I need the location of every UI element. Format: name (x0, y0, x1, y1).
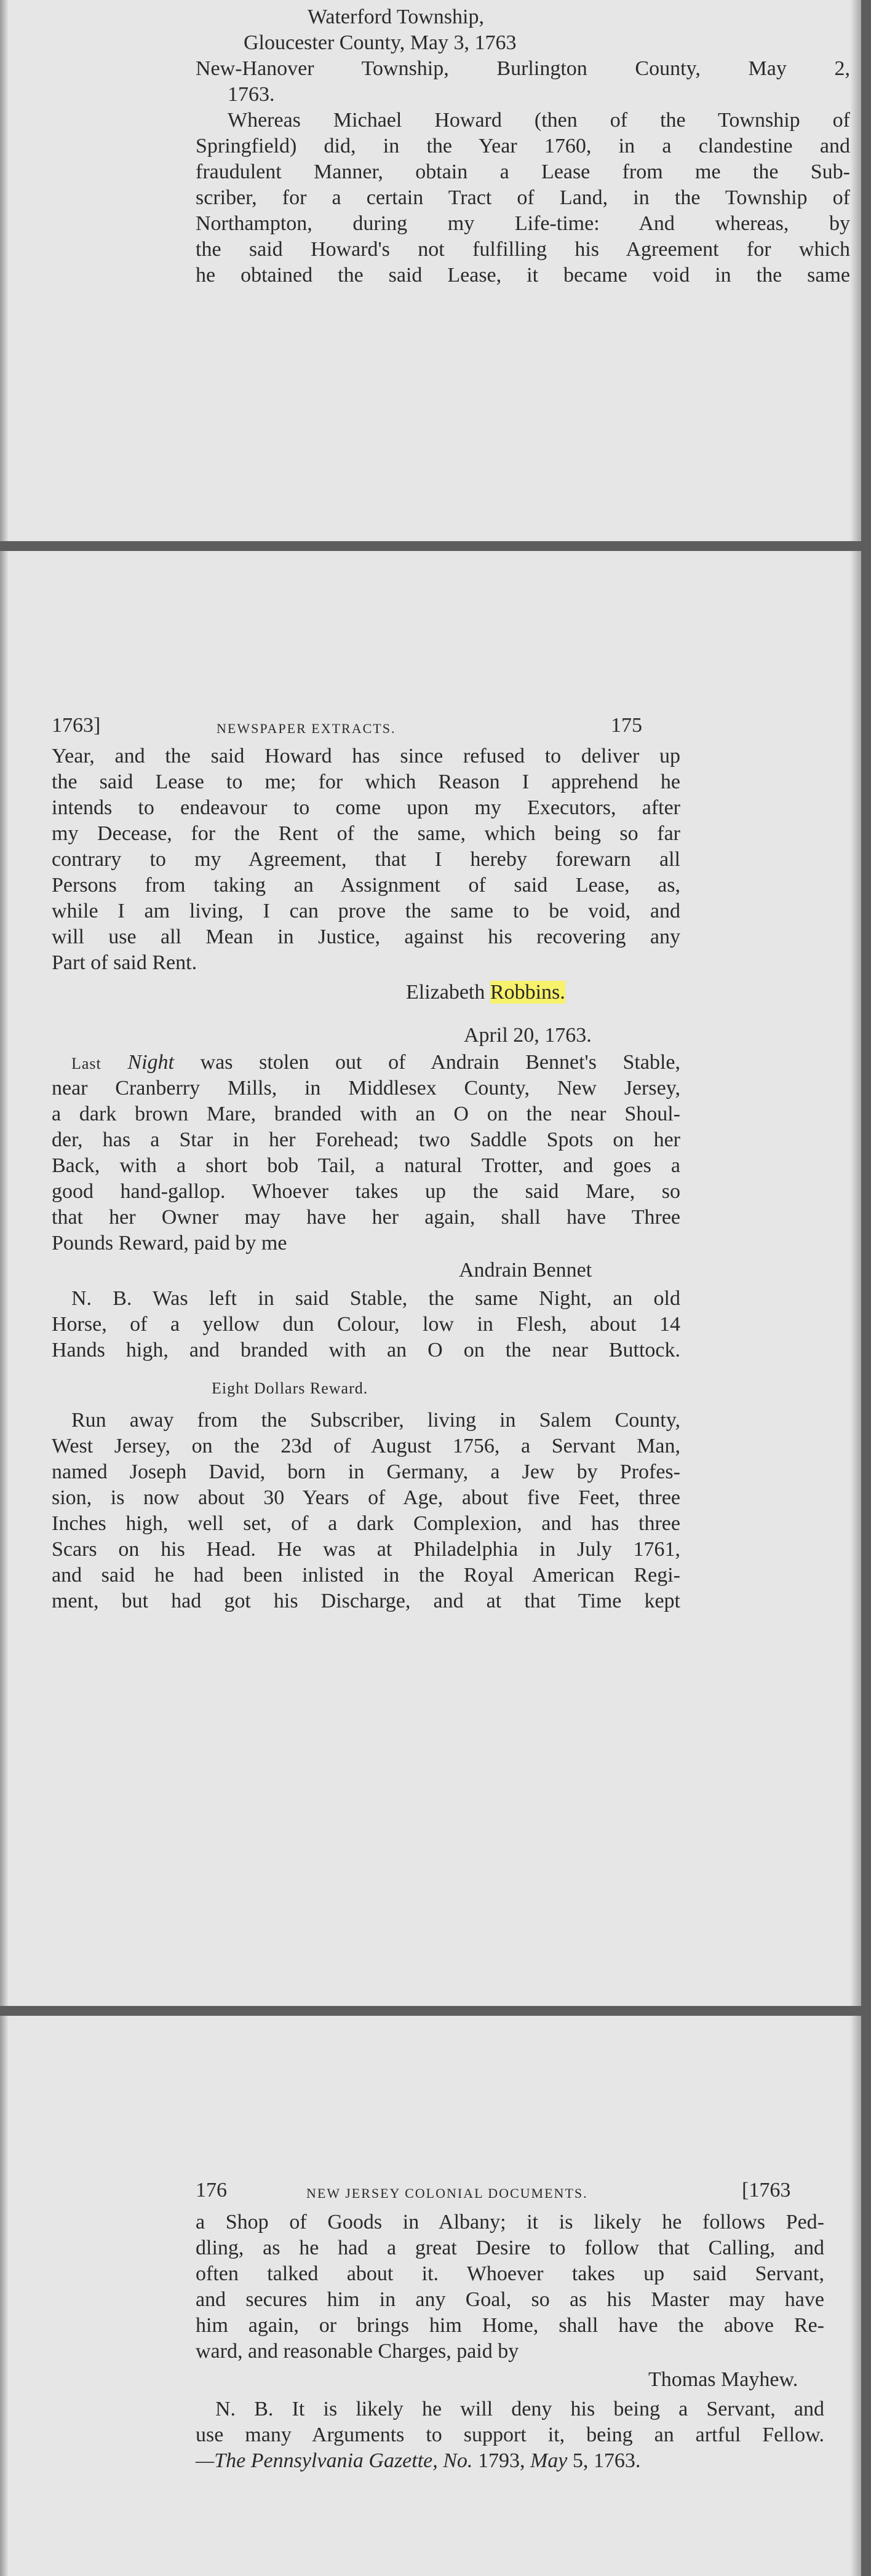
text-line: sion, is now about 30 Years of Age, about five Feet, three (52, 1486, 680, 1509)
signature-elizabeth-robbins (406, 980, 565, 1005)
text-line: Northampton, during my Life-time: And whereas, by (196, 212, 850, 235)
text-line: Whereas Michael Howard (then of the Township of (228, 109, 850, 132)
running-head-year: [1763 (742, 2179, 791, 2201)
dateline: April 20, 1763. (464, 1024, 592, 1047)
highlighted-search-term: Robbins. (490, 981, 565, 1004)
text-line: Part of said Rent. (52, 951, 197, 974)
page-shadow-right (850, 551, 861, 2006)
text-line: Gloucester County, May 3, 1763 (244, 31, 517, 54)
page-shadow-left (0, 2016, 9, 2576)
text-line: Waterford Township, (308, 6, 484, 28)
text-line: and secures him in any Goal, so as his Master may have (196, 2288, 824, 2311)
text-line: dling, as he had a great Desire to follow that Calling, and (196, 2237, 824, 2259)
ad-lead-rest: was stolen out of Andrain Bennet's Stable, (200, 1051, 680, 1074)
page-shadow-left (0, 0, 9, 541)
text-line: Inches high, well set, of a dark Complexion, and has three (52, 1512, 680, 1535)
text-line: ment, but had got his Discharge, and at that Time kept (52, 1590, 680, 1612)
text-line: Hands high, and branded with an O on the near Buttock. (52, 1339, 680, 1361)
text-line (71, 1050, 680, 1076)
text-line: and said he had been inlisted in the Royal American Regi- (52, 1564, 680, 1587)
text-line: he obtained the said Lease, it became void in the same (196, 264, 850, 287)
text-line: contrary to my Agreement, that I hereby forewarn all (52, 848, 680, 871)
text-line: a dark brown Mare, branded with an O on the near Shoul- (52, 1103, 680, 1125)
text-line: intends to endeavour to come upon my Executors, after (52, 796, 680, 819)
text-line: Persons from taking an Assignment of said Lease, as, (52, 874, 680, 897)
text-line: while I am living, I can prove the same to be void, and (52, 900, 680, 922)
text-line: named Joseph David, born in Germany, a Jew by Profes- (52, 1460, 680, 1483)
text-line: scriber, for a certain Tract of Land, in the Township of (196, 186, 850, 209)
page-number: 175 (611, 714, 642, 737)
page-number: 176 (196, 2179, 227, 2201)
text-line: Back, with a short bob Tail, a natural Trotter, and goes a (52, 1154, 680, 1177)
text-line: Run away from the Subscriber, living in Salem County, (71, 1409, 680, 1432)
text-line: that her Owner may have her again, shall have Three (52, 1206, 680, 1229)
text-line: my Decease, for the Rent of the same, which being so far (52, 822, 680, 845)
signature-first-name: Elizabeth (406, 981, 485, 1004)
signature-thomas-mayhew: Thomas Mayhew. (648, 2368, 798, 2391)
text-line: will use all Mean in Justice, against his recovering any (52, 925, 680, 948)
ad-lead-word: Last (71, 1055, 101, 1072)
text-line: Year, and the said Howard has since refused to deliver up (52, 745, 680, 767)
text-line: Springfield) did, in the Year 1760, in a clandestine and (196, 135, 850, 157)
text-line: a Shop of Goods in Albany; it is likely he follows Ped- (196, 2211, 824, 2233)
text-line: the said Howard's not fulfilling his Agreement for which (196, 238, 850, 261)
ad-lead-italic: Night (127, 1051, 174, 1074)
text-line: West Jersey, on the 23d of August 1756, a Servant Man, (52, 1435, 680, 1457)
text-line: N. B. It is likely he will deny his being a Servant, and (215, 2398, 824, 2420)
text-line: fraudulent Manner, obtain a Lease from me the Sub- (196, 161, 850, 183)
text-line: New-Hanover Township, Burlington County, May 2, (196, 57, 850, 80)
text-line: Horse, of a yellow dun Colour, low in Flesh, about 14 (52, 1313, 680, 1336)
running-head-title: NEWSPAPER EXTRACTS. (217, 721, 396, 736)
scan-page-3 (0, 2016, 861, 2576)
text-line: near Cranberry Mills, in Middlesex County, New Jersey, (52, 1077, 680, 1100)
running-head-year: 1763] (52, 714, 101, 737)
text-line: often talked about it. Whoever takes up said Servant, (196, 2262, 824, 2285)
page-shadow-right (850, 0, 861, 541)
scan-page-2 (0, 551, 861, 2006)
text-line: use many Arguments to support it, being an artful Fellow. (196, 2423, 824, 2446)
text-line: him again, or brings him Home, shall have the above Re- (196, 2314, 824, 2337)
source-citation: —The Pennsylvania Gazette, No. 1793, May 5, 1763. (196, 2449, 641, 2472)
text-line: der, has a Star in her Forehead; two Saddle Spots on her (52, 1128, 680, 1151)
scan-page-1 (0, 0, 861, 541)
text-line: Pounds Reward, paid by me (52, 1232, 287, 1254)
text-line: the said Lease to me; for which Reason I apprehend he (52, 771, 680, 793)
text-line: good hand-gallop. Whoever takes up the said Mare, so (52, 1180, 680, 1203)
text-line: ward, and reasonable Charges, paid by (196, 2340, 519, 2363)
text-line: 1763. (228, 83, 275, 106)
section-heading: Eight Dollars Reward. (212, 1379, 368, 1397)
text-line: Scars on his Head. He was at Philadelphia in July 1761, (52, 1538, 680, 1561)
page-shadow-left (0, 551, 9, 2006)
page-shadow-right (850, 2016, 861, 2576)
signature-andrain-bennet: Andrain Bennet (459, 1259, 592, 1282)
running-head-title: NEW JERSEY COLONIAL DOCUMENTS. (306, 2186, 588, 2201)
text-line: N. B. Was left in said Stable, the same Night, an old (71, 1287, 680, 1310)
